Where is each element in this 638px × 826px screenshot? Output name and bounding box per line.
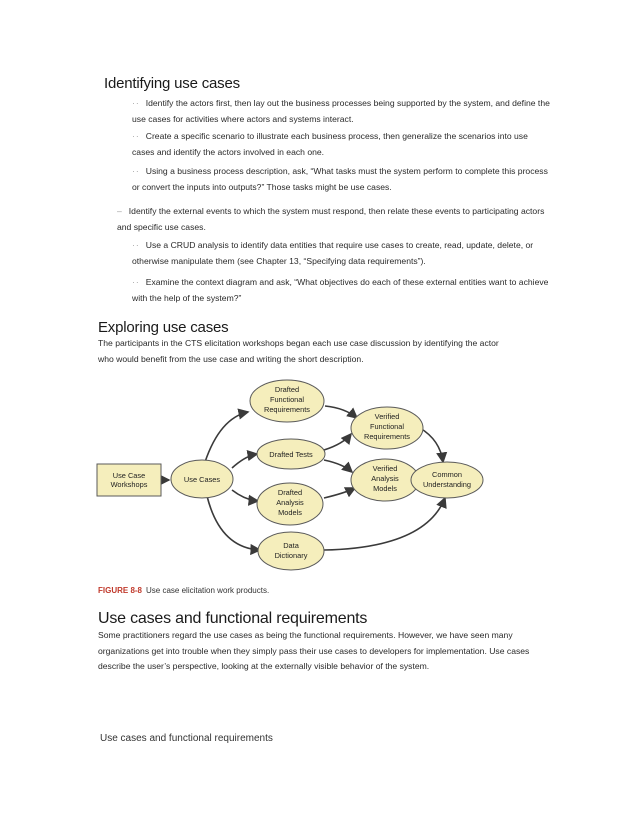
bullet-marker: ·· — [132, 98, 140, 108]
node-label: Models — [373, 484, 397, 493]
node-drafted-analysis-models — [257, 483, 323, 525]
arrow-drafted-tests-to-verified-fr — [324, 434, 351, 450]
node-label: Data — [283, 541, 299, 550]
use-case-workflow-diagram — [95, 378, 495, 578]
node-drafted-functional-requirements — [250, 380, 324, 422]
node-label: Understanding — [422, 480, 472, 489]
arrow-usecases-to-drafted-fr — [205, 412, 248, 462]
node-label: Dictionary — [274, 551, 308, 560]
bullet-marker: ·· — [132, 240, 140, 250]
node-label: Workshops — [110, 480, 148, 489]
section-heading-use-cases-functional-requirements: Use cases and functional requirements — [98, 610, 368, 627]
node-verified-analysis-models — [351, 459, 419, 501]
node-use-case-workshops — [97, 464, 161, 496]
node-label: Analysis — [371, 474, 399, 483]
node-label: Drafted — [277, 488, 303, 497]
bullet-text: Create a specific scenario to illustrate each business process, then generalize the scenarios into use cases and identify the actors involved in each one. — [132, 131, 528, 157]
section-heading-exploring-use-cases: Exploring use cases — [98, 319, 229, 336]
bullet-marker: – — [117, 206, 123, 216]
node-data-dictionary — [258, 532, 324, 570]
bullet-item — [132, 129, 552, 160]
node-label: Verified — [372, 464, 398, 473]
node-label: Requirements — [363, 432, 411, 441]
bullet-marker: ·· — [132, 131, 140, 141]
bullet-text: Using a business process description, ask, “What tasks must the system perform to complete this process or convert the inputs into outputs?” Those tasks might be use cases. — [132, 166, 548, 192]
bullet-item — [132, 96, 552, 127]
arrow-drafted-tests-to-verified-am — [324, 460, 352, 472]
node-use-cases — [171, 460, 233, 498]
bullet-item — [132, 275, 552, 306]
node-common-understanding — [411, 462, 483, 498]
bullet-item — [117, 204, 552, 235]
figure-caption — [98, 586, 269, 595]
node-drafted-tests — [257, 439, 325, 469]
arrow-usecases-to-drafted-am — [232, 490, 258, 501]
arrow-usecases-to-data-dictionary — [207, 496, 260, 550]
node-label: Drafted — [274, 385, 300, 394]
arrow-drafted-am-to-verified-am — [324, 488, 355, 498]
node-verified-functional-requirements — [351, 407, 423, 449]
arrow-usecases-to-drafted-tests — [232, 454, 257, 468]
bullet-text: Examine the context diagram and ask, “What objectives do each of these external entities want to achieve with the help of the system?” — [132, 277, 549, 303]
arrow-verified-fr-to-common — [420, 428, 443, 462]
node-label: Models — [278, 508, 302, 517]
bullet-text: Use a CRUD analysis to identify data entities that require use cases to create, read, update, delete, or otherwise manipulate them (see Chapter 13, “Specifying data requirements”). — [132, 240, 534, 266]
node-label: Common — [432, 470, 462, 479]
arrow-data-dictionary-to-common — [324, 498, 445, 550]
node-label: Verified — [374, 412, 400, 421]
node-label: Requirements — [263, 405, 311, 414]
page-footer-running-head: Use cases and functional requirements — [100, 733, 273, 744]
node-label: Drafted Tests — [269, 450, 313, 459]
bullet-text: Identify the actors first, then lay out the business processes being supported by the system, and define the use cases for activities where actors and systems interact. — [132, 98, 550, 124]
node-label: Functional — [369, 422, 405, 431]
node-label: Analysis — [276, 498, 304, 507]
figure-caption-label: FIGURE 8-8 — [98, 586, 143, 595]
figure-caption-text: Use case elicitation work products. — [146, 586, 270, 595]
node-label: Use Cases — [183, 475, 221, 484]
bullet-marker: ·· — [132, 166, 140, 176]
paragraph-functional-requirements: Some practitioners regard the use cases as being the functional requirements. However, we have seen many organizations get into trouble when they simply pass their use cases to developers for implementation. Use cases describe the user’s perspective, looking at the externally visible behavior of the system. — [98, 630, 530, 671]
bullet-item — [132, 238, 552, 269]
node-label: Functional — [269, 395, 305, 404]
node-label: Use Case — [112, 471, 146, 480]
bullet-text: Identify the external events to which the system must respond, then relate these events to participating actors and specific use cases. — [117, 206, 545, 232]
paragraph-exploring: The participants in the CTS elicitation workshops began each use case discussion by identifying the actor who would benefit from the use case and writing the short description. — [98, 338, 499, 364]
bullet-marker: ·· — [132, 277, 140, 287]
bullet-item — [132, 164, 552, 195]
arrow-drafted-fr-to-verified-fr — [325, 406, 357, 418]
section-heading-identifying-use-cases: Identifying use cases — [104, 75, 240, 92]
